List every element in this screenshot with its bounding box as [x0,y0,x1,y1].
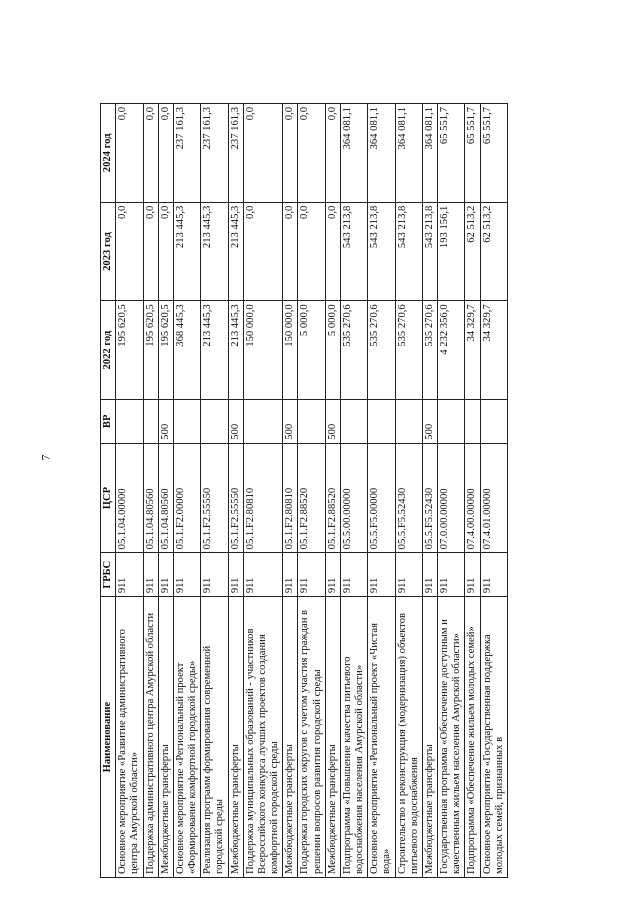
cell-name: Подпрограмма «Повышение качества питьевого водоснабжения населения Амурской области» [340,597,367,878]
cell-vr [465,399,480,443]
cell-name: Основное мероприятие «Региональный проект «Формирование комфортной городской среды» [173,597,200,878]
cell-csr: 05.5.F5.00000 [368,443,395,553]
cell-name: Государственная программа «Обеспечение доступным и качественным жильем населения Амурской области» [438,597,465,878]
cell-vr [243,399,283,443]
header-name: Наименование [101,597,116,878]
table-row [173,104,200,878]
cell-vr [173,399,200,443]
cell-y2023: 213 445,3 [173,202,200,301]
cell-vr [395,399,422,443]
cell-y2023: 62 513,2 [465,202,480,301]
cell-y2022: 535 270,6 [422,301,437,400]
cell-y2023: 0,0 [116,202,143,301]
header-grbs: ГРБС [101,553,116,597]
cell-y2024: 0,0 [283,104,298,203]
cell-grbs: 911 [283,553,298,597]
header-vr: ВР [101,399,116,443]
cell-y2022: 535 270,6 [340,301,367,400]
header-2022: 2022 год [101,301,116,400]
cell-y2022: 368 445,3 [173,301,200,400]
cell-csr: 05.5.F5.52430 [422,443,437,553]
table-row [395,104,422,878]
cell-csr: 07.0.00.00000 [438,443,465,553]
cell-y2022: 213 445,3 [201,301,228,400]
cell-name: Основное мероприятие «Развитие административного центра Амурской области» [116,597,143,878]
cell-vr [368,399,395,443]
cell-grbs: 911 [368,553,395,597]
table-row [298,104,325,878]
cell-grbs: 911 [395,553,422,597]
cell-y2023: 0,0 [143,202,158,301]
cell-name: Основное мероприятие «Государственная поддержка молодых семей, признанных в [480,597,507,878]
cell-csr: 05.1.F2.80810 [243,443,283,553]
cell-y2022: 4 232 356,0 [438,301,465,400]
cell-csr: 07.4.00.00000 [465,443,480,553]
table-row [283,104,298,878]
cell-csr: 05.5.00.00000 [340,443,367,553]
cell-grbs: 911 [465,553,480,597]
cell-y2023: 543 213,8 [340,202,367,301]
cell-y2023: 193 156,1 [438,202,465,301]
cell-y2024: 0,0 [158,104,173,203]
cell-vr [340,399,367,443]
cell-name: Межбюджетные трансферты [158,597,173,878]
cell-y2023: 0,0 [298,202,325,301]
cell-grbs: 911 [340,553,367,597]
cell-vr: 500 [325,399,340,443]
rotated-table-container [100,103,580,878]
cell-grbs: 911 [143,553,158,597]
cell-vr [298,399,325,443]
cell-y2024: 65 551,7 [480,104,507,203]
cell-csr: 05.1.04.80560 [143,443,158,553]
cell-name: Поддержка городских округов с учетом участия граждан в решении вопросов развития городской среды [298,597,325,878]
cell-csr: 05.1.F2.88520 [325,443,340,553]
cell-y2024: 237 161,3 [228,104,243,203]
cell-y2023: 0,0 [325,202,340,301]
table-row [158,104,173,878]
cell-csr: 05.1.04.00000 [116,443,143,553]
header-csr: ЦСР [101,443,116,553]
cell-name: Строительство и реконструкция (модернизация) объектов питьевого водоснабжения [395,597,422,878]
cell-grbs: 911 [422,553,437,597]
cell-y2022: 195 620,5 [158,301,173,400]
table-row [116,104,143,878]
cell-vr: 500 [283,399,298,443]
cell-csr: 05.5.F5.52430 [395,443,422,553]
cell-y2022: 150 000,0 [283,301,298,400]
cell-y2023: 0,0 [283,202,298,301]
cell-y2024: 237 161,3 [173,104,200,203]
cell-y2022: 5 000,0 [325,301,340,400]
table-row [340,104,367,878]
table-row [422,104,437,878]
cell-csr: 05.1.F2.80810 [283,443,298,553]
cell-grbs: 911 [438,553,465,597]
cell-name: Основное мероприятие «Региональный проект «Чистая вода» [368,597,395,878]
cell-csr: 05.1.F2.00000 [173,443,200,553]
cell-grbs: 911 [298,553,325,597]
cell-vr: 500 [422,399,437,443]
cell-y2023: 213 445,3 [228,202,243,301]
cell-grbs: 911 [228,553,243,597]
table-row [465,104,480,878]
cell-y2024: 0,0 [243,104,283,203]
cell-y2023: 213 445,3 [201,202,228,301]
cell-y2022: 150 000,0 [243,301,283,400]
table-row [480,104,507,878]
cell-y2023: 543 213,8 [368,202,395,301]
cell-grbs: 911 [173,553,200,597]
table-row [143,104,158,878]
cell-y2022: 535 270,6 [395,301,422,400]
cell-y2024: 364 081,1 [368,104,395,203]
cell-y2023: 0,0 [243,202,283,301]
cell-y2024: 65 551,7 [465,104,480,203]
cell-csr: 05.1.F2.55550 [201,443,228,553]
cell-name: Межбюджетные трансферты [283,597,298,878]
cell-y2024: 364 081,1 [422,104,437,203]
cell-grbs: 911 [480,553,507,597]
cell-y2024: 65 551,7 [438,104,465,203]
cell-csr: 07.4.01.00000 [480,443,507,553]
cell-grbs: 911 [325,553,340,597]
cell-y2024: 0,0 [298,104,325,203]
cell-y2022: 535 270,6 [368,301,395,400]
cell-y2022: 34 329,7 [480,301,507,400]
cell-vr [116,399,143,443]
cell-y2022: 213 445,3 [228,301,243,400]
table-row [201,104,228,878]
cell-name: Межбюджетные трансферты [325,597,340,878]
cell-y2022: 34 329,7 [465,301,480,400]
cell-y2024: 0,0 [325,104,340,203]
cell-grbs: 911 [201,553,228,597]
cell-csr: 05.1.F2.55550 [228,443,243,553]
cell-grbs: 911 [116,553,143,597]
cell-y2023: 0,0 [158,202,173,301]
cell-name: Поддержка муниципальных образований - участников Всероссийского конкурса лучших проектов создания комфортной городской среды [243,597,283,878]
cell-y2022: 195 620,5 [116,301,143,400]
cell-y2024: 364 081,1 [395,104,422,203]
cell-name: Межбюджетные трансферты [228,597,243,878]
cell-y2024: 0,0 [143,104,158,203]
cell-vr: 500 [228,399,243,443]
cell-grbs: 911 [243,553,283,597]
table-row [368,104,395,878]
header-2024: 2024 год [101,104,116,203]
cell-vr [143,399,158,443]
table-row [438,104,465,878]
cell-vr [480,399,507,443]
cell-y2023: 62 513,2 [480,202,507,301]
table-row [228,104,243,878]
cell-y2024: 237 161,3 [201,104,228,203]
cell-csr: 05.1.F2.88520 [298,443,325,553]
budget-table [100,103,508,878]
cell-vr [201,399,228,443]
cell-y2022: 195 620,5 [143,301,158,400]
cell-y2023: 543 213,8 [422,202,437,301]
cell-csr: 05.1.04.80560 [158,443,173,553]
cell-name: Поддержка административного центра Амурской области [143,597,158,878]
page-number: 7 [38,454,53,461]
cell-y2023: 543 213,8 [395,202,422,301]
cell-vr: 500 [158,399,173,443]
table-row [243,104,283,878]
cell-y2024: 0,0 [116,104,143,203]
cell-grbs: 911 [158,553,173,597]
cell-name: Подпрограмма «Обеспечение жильем молодых семей» [465,597,480,878]
cell-y2024: 364 081,1 [340,104,367,203]
cell-name: Межбюджетные трансферты [422,597,437,878]
cell-vr [438,399,465,443]
header-2023: 2023 год [101,202,116,301]
cell-y2022: 5 000,0 [298,301,325,400]
table-row [325,104,340,878]
cell-name: Реализация программ формирования современной городской среды [201,597,228,878]
table-header-row [101,104,116,878]
